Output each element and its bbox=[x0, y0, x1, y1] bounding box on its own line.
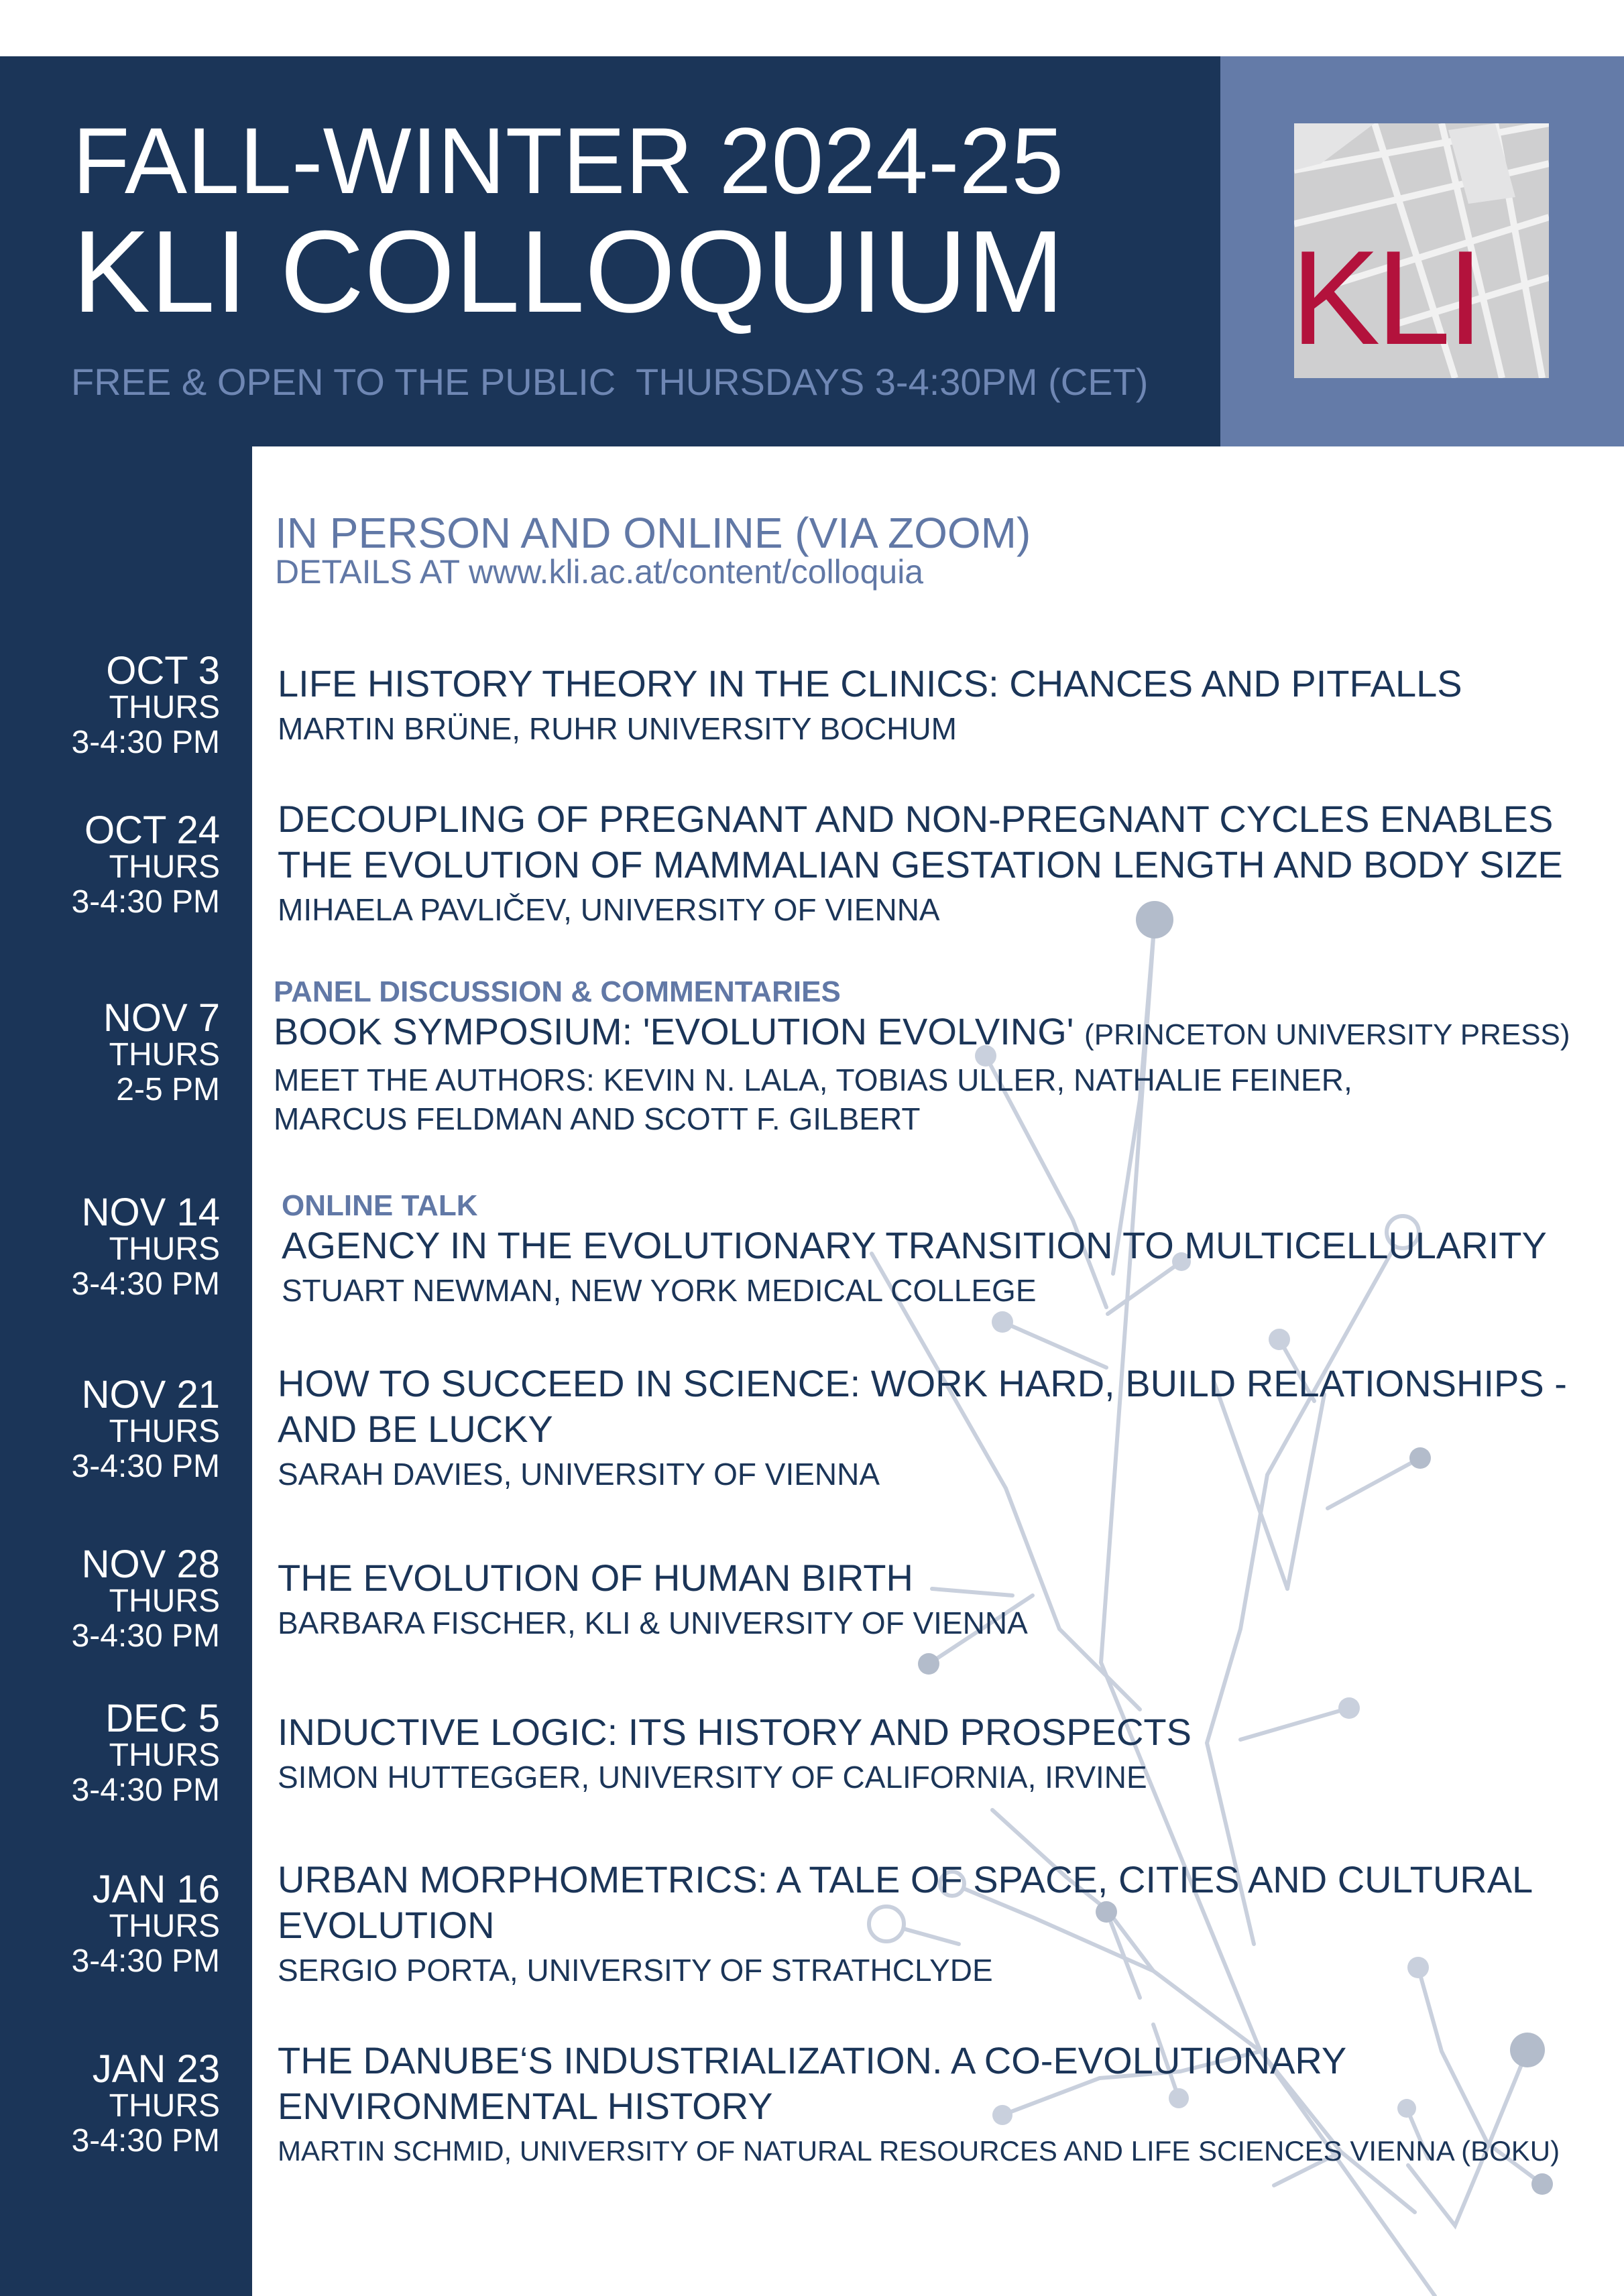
event-tag: ONLINE TALK bbox=[282, 1189, 478, 1222]
title-season: FALL-WINTER 2024-25 bbox=[72, 108, 1064, 213]
time-label: 3-4:30 PM bbox=[71, 725, 220, 760]
date-label: NOV 7 bbox=[103, 996, 220, 1040]
date-label: NOV 21 bbox=[81, 1373, 220, 1416]
event-title: THE DANUBE‘S INDUSTRIALIZATION. A CO-EVOLUTIONARY bbox=[278, 2039, 1347, 2081]
event-speaker: STUART NEWMAN, NEW YORK MEDICAL COLLEGE bbox=[282, 1273, 1037, 1308]
day-label: THURS bbox=[109, 2088, 220, 2124]
event-speaker: MARTIN BRÜNE, RUHR UNIVERSITY BOCHUM bbox=[278, 711, 957, 746]
date-label: JAN 16 bbox=[92, 1868, 220, 1911]
time-label: 3-4:30 PM bbox=[71, 2123, 220, 2159]
event-title: INDUCTIVE LOGIC: ITS HISTORY AND PROSPECTS bbox=[278, 1711, 1192, 1753]
event-speaker: MARCUS FELDMAN AND SCOTT F. GILBERT bbox=[274, 1101, 921, 1136]
event-date bbox=[71, 808, 220, 920]
event-date bbox=[71, 2047, 220, 2159]
time-label: 3-4:30 PM bbox=[71, 1266, 220, 1302]
time-label: 3-4:30 PM bbox=[71, 1943, 220, 1979]
time-label: 3-4:30 PM bbox=[71, 884, 220, 920]
event-date bbox=[71, 649, 220, 760]
event-item bbox=[278, 1709, 1192, 1797]
subtitle-schedule: THURSDAYS 3-4:30PM (CET) bbox=[636, 361, 1149, 403]
event-item bbox=[278, 1857, 1533, 1990]
event-item bbox=[278, 796, 1563, 929]
event-item bbox=[278, 2038, 1560, 2171]
event-date bbox=[103, 996, 220, 1107]
event-item bbox=[274, 975, 1570, 1138]
date-label: NOV 28 bbox=[81, 1543, 220, 1586]
event-item bbox=[278, 1555, 1028, 1642]
event-date bbox=[72, 1699, 220, 1808]
event-item bbox=[278, 661, 1462, 748]
day-label: THURS bbox=[109, 1037, 220, 1073]
event-item bbox=[282, 1189, 1547, 1310]
page-title: KLI COLLOQUIUM bbox=[72, 206, 1065, 337]
subtitle-free: FREE & OPEN TO THE PUBLIC bbox=[71, 361, 616, 403]
time-label: 3-4:30 PM bbox=[71, 1449, 220, 1484]
event-title: AGENCY IN THE EVOLUTIONARY TRANSITION TO MULTICELLULARITY bbox=[282, 1224, 1547, 1266]
event-title: URBAN MORPHOMETRICS: A TALE OF SPACE, CITIES AND CULTURAL bbox=[278, 1858, 1533, 1900]
event-title: THE EVOLUTION OF HUMAN BIRTH bbox=[278, 1557, 913, 1599]
day-label: THURS bbox=[109, 1231, 220, 1267]
event-title: LIFE HISTORY THEORY IN THE CLINICS: CHANCES AND PITFALLS bbox=[278, 662, 1462, 705]
date-label: DEC 5 bbox=[105, 1697, 220, 1740]
event-speaker: BARBARA FISCHER, KLI & UNIVERSITY OF VIENNA bbox=[278, 1606, 1028, 1640]
intro-details-link[interactable]: DETAILS AT www.kli.ac.at/content/colloquia bbox=[275, 553, 924, 591]
time-label: 3-4:30 PM bbox=[71, 1772, 220, 1808]
event-date bbox=[72, 1870, 220, 1979]
event-title: ENVIRONMENTAL HISTORY bbox=[278, 2085, 773, 2127]
day-label: THURS bbox=[109, 1909, 220, 1944]
date-label: JAN 23 bbox=[92, 2047, 220, 2091]
day-label: THURS bbox=[109, 1414, 220, 1449]
event-date bbox=[71, 1373, 220, 1484]
event-title: BOOK SYMPOSIUM: 'EVOLUTION EVOLVING' bbox=[274, 1010, 1074, 1052]
day-label: THURS bbox=[109, 1738, 220, 1773]
time-label: 3-4:30 PM bbox=[71, 1618, 220, 1654]
date-label: OCT 3 bbox=[106, 649, 220, 692]
day-label: THURS bbox=[109, 1583, 220, 1619]
event-title: AND BE LUCKY bbox=[278, 1408, 553, 1450]
day-label: THURS bbox=[109, 849, 220, 885]
event-speaker: MEET THE AUTHORS: KEVIN N. LALA, TOBIAS ULLER, NATHALIE FEINER, bbox=[274, 1063, 1352, 1097]
event-speaker: SIMON HUTTEGGER, UNIVERSITY OF CALIFORNIA, IRVINE bbox=[278, 1760, 1147, 1795]
event-speaker: MIHAELA PAVLIČEV, UNIVERSITY OF VIENNA bbox=[278, 892, 940, 927]
logo-text: KLI bbox=[1291, 223, 1481, 373]
intro-attendance: IN PERSON AND ONLINE (VIA ZOOM) bbox=[275, 509, 1031, 557]
date-label: OCT 24 bbox=[84, 808, 220, 852]
day-label: THURS bbox=[109, 690, 220, 725]
event-speaker: SARAH DAVIES, UNIVERSITY OF VIENNA bbox=[278, 1457, 880, 1492]
event-tag: PANEL DISCUSSION & COMMENTARIES bbox=[274, 975, 841, 1008]
date-label: NOV 14 bbox=[81, 1191, 220, 1234]
event-item bbox=[278, 1361, 1567, 1494]
event-date bbox=[72, 1193, 220, 1302]
time-label: 2-5 PM bbox=[116, 1072, 220, 1107]
event-speaker: MARTIN SCHMID, UNIVERSITY OF NATURAL RESOURCES AND LIFE SCIENCES VIENNA (BOKU) bbox=[278, 2135, 1560, 2167]
event-title: THE EVOLUTION OF MAMMALIAN GESTATION LENGTH AND BODY SIZE bbox=[278, 843, 1563, 886]
event-date bbox=[72, 1545, 220, 1654]
event-title: EVOLUTION bbox=[278, 1904, 495, 1946]
event-publisher: (PRINCETON UNIVERSITY PRESS) bbox=[1084, 1018, 1570, 1051]
event-title: HOW TO SUCCEED IN SCIENCE: WORK HARD, BUILD RELATIONSHIPS - bbox=[278, 1362, 1567, 1404]
event-title: DECOUPLING OF PREGNANT AND NON-PREGNANT CYCLES ENABLES bbox=[278, 798, 1554, 840]
event-speaker: SERGIO PORTA, UNIVERSITY OF STRATHCLYDE bbox=[278, 1953, 993, 1988]
